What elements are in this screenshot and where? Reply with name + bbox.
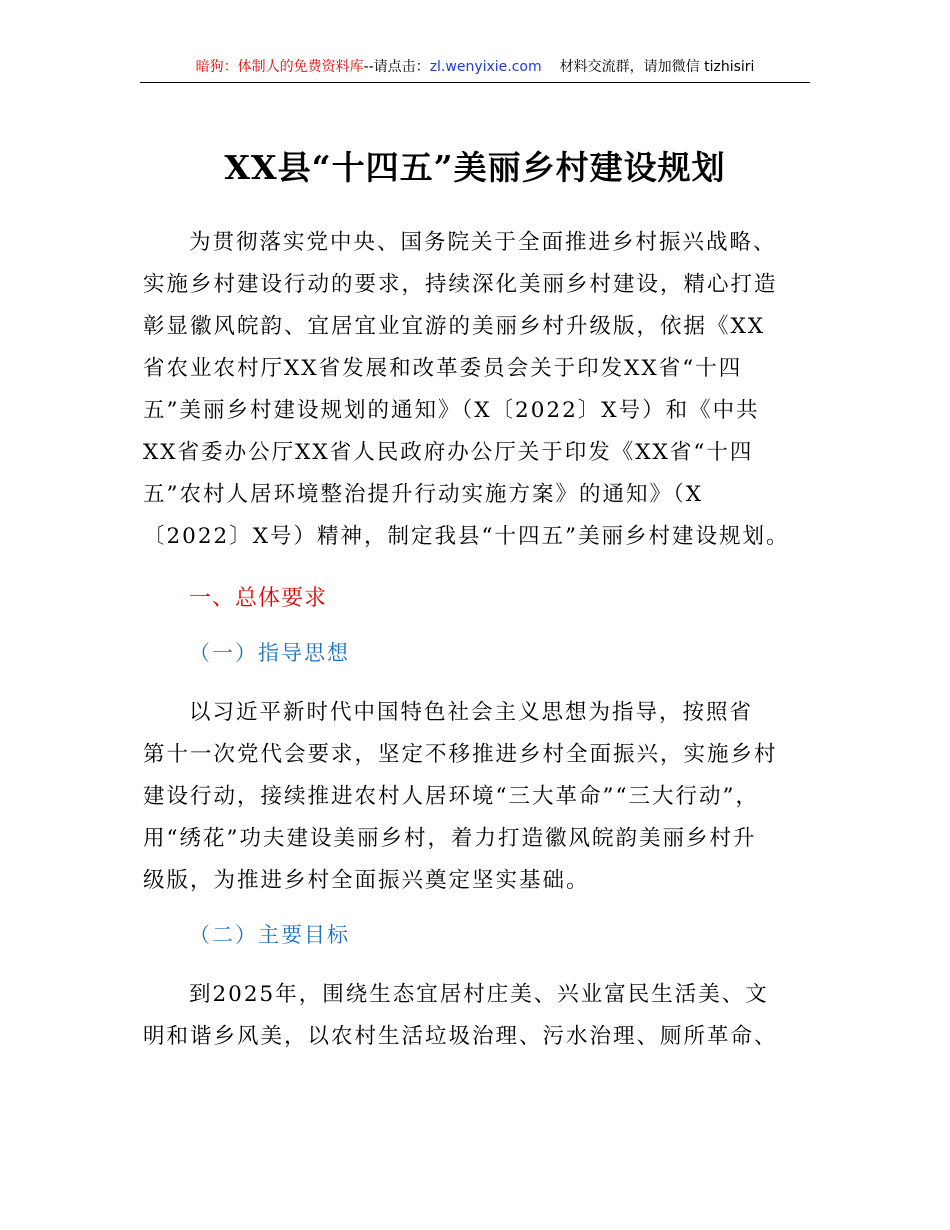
goals-line: 到2025年，围绕生态宜居村庄美、兴业富民生活美、文 <box>189 982 769 1007</box>
intro-line: 为贯彻落实党中央、国务院关于全面推进乡村振兴战略、 <box>189 230 777 255</box>
intro-line: 五”美丽乡村建设规划的通知》（X〔2022〕X号）和《中共 <box>143 398 760 423</box>
guiding-line: 级版，为推进乡村全面振兴奠定坚实基础。 <box>143 868 590 893</box>
intro-paragraph <box>143 222 811 558</box>
page-header <box>140 56 810 83</box>
document-title: XX县“十四五”美丽乡村建设规划 <box>224 148 726 187</box>
guiding-line: 以习近平新时代中国特色社会主义思想为指导，按照省 <box>189 700 754 725</box>
subsection-heading-goals: （二）主要目标 <box>189 923 350 947</box>
guiding-line: 第十一次党代会要求，坚定不移推进乡村全面振兴，实施乡村 <box>143 742 778 767</box>
guiding-paragraph <box>143 692 811 902</box>
subsection-heading-guiding: （一）指导思想 <box>189 641 350 665</box>
header-link[interactable]: zl.wenyixie.com <box>429 59 542 75</box>
header-prefix: 暗狗：体制人的免费资料库 <box>195 59 364 75</box>
intro-line: 五”农村人居环境整治提升行动实施方案》的通知》（X <box>143 482 704 507</box>
intro-line: 〔2022〕X号）精神，制定我县“十四五”美丽乡村建设规划。 <box>143 524 790 549</box>
guiding-line: 建设行动，接续推进农村人居环境“三大革命”“三大行动”， <box>143 784 759 809</box>
header-info: 材料交流群，请加微信 tizhisiri <box>559 59 755 75</box>
header-separator: --请点击： <box>363 59 430 75</box>
document-body <box>143 222 811 1058</box>
guiding-line: 用“绣花”功夫建设美丽乡村，着力打造徽风皖韵美丽乡村升 <box>143 826 757 851</box>
intro-line: 彰显徽风皖韵、宜居宜业宜游的美丽乡村升级版，依据《XX <box>143 314 766 339</box>
intro-line: 实施乡村建设行动的要求，持续深化美丽乡村建设，精心打造 <box>143 272 778 297</box>
intro-line: 省农业农村厅XX省发展和改革委员会关于印发XX省“十四 <box>143 356 743 381</box>
goals-paragraph <box>143 974 811 1058</box>
intro-line: XX省委办公厅XX省人民政府办公厅关于印发《XX省“十四 <box>143 440 754 465</box>
section-heading: 一、总体要求 <box>189 586 328 611</box>
goals-line: 明和谐乡风美，以农村生活垃圾治理、污水治理、厕所革命、 <box>143 1024 778 1049</box>
